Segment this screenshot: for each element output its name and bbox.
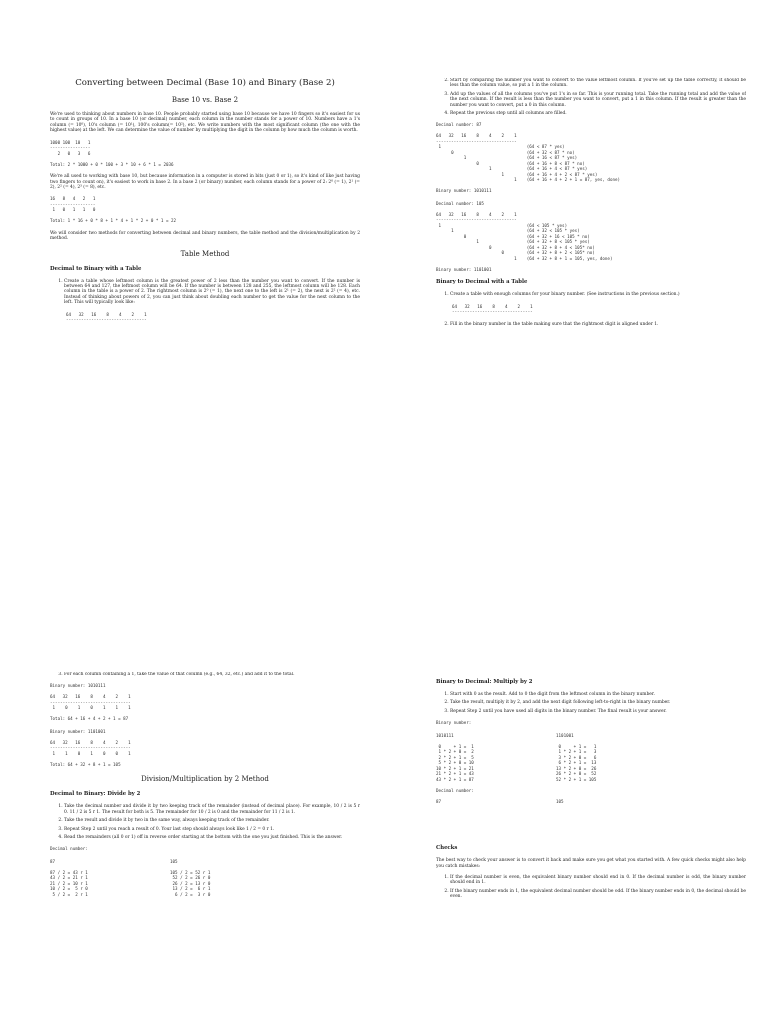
code-example-105: Decimal number: 105 64 32 16 8 4 2 1 -------------------------------- 1 (64 < 105 * yes) 1 (64 + 32 < 105 * yes) 0 (64 + 32 + 16 < 105 * no) 1 (64 + 32 + 8 < 105 * yes) 0 (64 + 32 + 8 + 4 < 105* no) 0 (64 + 32 + 8 + 2 < 105* no) 1 (64 + 32 + 8 + 1 = 105, yes, done) Binary number: 1101001 — [436, 200, 613, 272]
steps-list — [436, 875, 746, 900]
division-columns — [50, 859, 360, 905]
list-item: 4. Read the remainders (all 0 or 1) off in reverse order starting at the bottom with the one you just finished. This is the answer. — [64, 835, 360, 840]
document-title: Converting between Decimal (Base 10) and Binary (Base 2) — [75, 78, 335, 88]
section-heading-table-method: Table Method — [180, 249, 230, 258]
paragraph-checks: The best way to check your answer is to convert it back and make sure you get what you started with. A few quick checks might also help you catch mistakes: — [436, 858, 746, 869]
list-item: 1. Create a table whose leftmost column is the greatest power of 2 less than the number you want to convert. If the number is between 64 and 127, the leftmost column will be 64. If the number is between 128 and 255, the leftmost column will be 128. Each column in the table is a power of 2. The rightmost column is 2⁰ (= 1), the next one to the left is 2¹ (= 2), the next is 2² (= 4), etc. Instead of thinking about powers of 2, you can just think about doubling each number to get the value for the next column to the left. This will typically look like: — [64, 279, 360, 306]
section-heading-base10-vs-base2: Base 10 vs. Base 2 — [171, 96, 239, 104]
list-item: 3. Repeat Step 2 until you reach a result of 0. Your last step should always look like 1 / 2 = 0 r 1. — [64, 827, 360, 832]
division-column-105: 105 105 / 2 = 52 r 1 52 / 2 = 26 r 0 26 / 2 = 13 r 0 13 / 2 = 6 r 1 6 / 2 = 3 r 0 — [170, 858, 211, 897]
code-table-header: 64 32 16 8 4 2 1 -------------------------------- — [66, 311, 147, 323]
multiplication-column-1010111: 1010111 0 + 1 = 1 1 * 2 + 0 = 2 2 * 2 + 1 = 5 5 * 2 + 0 = 10 10 * 2 + 1 = 21 21 * 2 + 1 = 43 43 * 2 + 1 = 87 Decimal number: 87 — [436, 732, 474, 804]
code-base10-example: 1000 100 10 1 ---------------- 2 0 3 6 Total: 2 * 1000 + 0 * 100 + 3 * 10 + 6 * 1 = 2036 — [50, 139, 174, 167]
steps-list — [436, 692, 746, 714]
list-item: 1. Start with 0 as the result. Add to 0 the digit from the leftmost column in the binary number. — [450, 692, 746, 697]
list-item: 2. Take the result and divide it by two in the same way, always keeping track of the remainder. — [64, 818, 360, 823]
page-3 — [50, 672, 360, 1024]
list-item: 2. If the binary number ends in 1, the equivalent decimal number should be odd. If the binary number ends in 0, the decimal should be even. — [450, 889, 746, 900]
subheading-binary-to-decimal-table: Binary to Decimal with a Table — [436, 279, 528, 286]
steps-list — [50, 672, 360, 677]
page-4 — [436, 672, 746, 1024]
code-binary-1010111: Binary number: 1010111 64 32 16 8 4 2 1 -------------------------------- 1 0 1 0 1 1 1 Total: 64 + 16 + 4 + 2 + 1 = 87 — [50, 683, 131, 722]
division-column-87: 87 87 / 2 = 43 r 1 43 / 2 = 21 r 1 21 / 2 = 10 r 1 10 / 2 = 5 r 0 5 / 2 = 2 r 1 — [50, 858, 88, 897]
list-item: 2. Take the result, multiply it by 2, and add the next digit following left-to-right in the binary number. — [450, 700, 746, 705]
code-binary-1101001: Binary number: 1101001 64 32 16 8 4 2 1 -------------------------------- 1 1 0 1 0 0 1 Total: 64 + 32 + 8 + 1 = 105 — [50, 728, 131, 767]
page-1 — [50, 78, 360, 488]
section-heading-division-method: Division/Multiplication by 2 Method — [141, 775, 269, 784]
paragraph-base2: We're all used to working with base 10, but because information in a computer is stored in bits (just 0 or 1), so it's kind of like just having two fingers to count on), it's easiest to work in base 2. In a base 2 (or binary) number, each column stands for a power of 2: 2⁰ (= 1), 2¹ (= 2), 2² (= 4), 2³ (= 8), etc. — [50, 174, 360, 190]
subheading-checks: Checks — [436, 845, 458, 852]
list-item: 2. Fill in the binary number in the table making sure that the rightmost digit is aligned under 1. — [450, 322, 746, 327]
code-base2-example: 16 8 4 2 1 ------------------ 1 0 1 1 0 Total: 1 * 16 + 0 * 8 + 1 * 4 + 1 * 2 + 0 * 1 = 22 — [50, 196, 177, 224]
list-item: 1. Create a table with enough columns for your binary number. (See instructions in the previous section.) — [450, 292, 746, 297]
steps-list — [436, 292, 746, 297]
code-binary-number-label: Binary number: — [436, 720, 472, 726]
subheading-decimal-to-binary-table: Decimal to Binary with a Table — [50, 265, 142, 272]
list-item: 1. Take the decimal number and divide it by two keeping track of the remainder (instead of decimal place). For example, 10 / 2 is 5 r 0. 11 / 2 is 5 r 1. The result for both is 5. The remainder for 10 / 2 is 0 and the remainder for 11 / 2 is 1. — [64, 804, 360, 815]
steps-list — [436, 322, 746, 327]
paragraph-methods: We will consider two methods for converting between decimal and binary numbers, the table method and the division/multiplication by 2 method. — [50, 230, 360, 242]
code-example-87: Decimal number: 87 64 32 16 8 4 2 1 -------------------------------- 1 (64 < 87 * yes) 0 (64 + 32 < 87 * no) 1 (64 + 16 < 87 * yes) 0 (64 + 16 + 8 < 87 * no) 1 (64 + 16 + 4 < 87 * yes) 1 (64 + 16 + 4 + 2 < 87 * yes) 1 (64 + 16 + 4 + 2 + 1 = 87, yes, done) Binary number: 1010111 — [436, 122, 621, 194]
steps-list — [50, 279, 360, 306]
list-item: 3. For each column containing a 1, take the value of that column (e.g., 64, 32, etc.) and add it to the total. — [64, 672, 360, 677]
list-item: 1. If the decimal number is even, the equivalent binary number should end in 0. If the decimal number is odd, the binary number should end in 1. — [450, 875, 746, 886]
list-item: 3. Repeat Step 2 until you have used all digits in the binary number. The final result is your answer. — [450, 709, 746, 714]
steps-list — [50, 804, 360, 840]
steps-list — [436, 78, 746, 116]
code-table-header: 64 32 16 8 4 2 1 -------------------------------- — [452, 303, 533, 315]
multiplication-columns — [436, 733, 746, 812]
list-item: 2. Start by comparing the number you want to convert to the value leftmost column. If you've set up the table correctly, it should be less than the column value, so put a 1 in the column. — [450, 78, 746, 89]
list-item: 3. Add up the values of all the columns you've put 1's in so far. This is your running total. Take the running total and add the value of the next column. If the result is less than the number you want to convert, put a 1 in this column. If the result is greater than the number you want to convert, put a 0 in this column. — [450, 92, 746, 108]
paragraph-base10: We're used to thinking about numbers in base 10. People probably started using base 10 because we have 10 fingers so it's easiest for us to count in groups of 10. In a base 10 (or decimal) number, each column in the number stands for a power of 10. Numbers have a 1's column (= 10⁰), 10's column (= 10¹), 100's column(= 10²), etc. We write numbers with the most significant column (the one with the highest value) at the left. We can determine the value of number by multiplying the digit in the column by how much the column is worth. — [50, 112, 360, 134]
list-item: 4. Repeat the previous step until all columns are filled. — [450, 111, 746, 116]
multiplication-column-1101001: 1101001 0 + 1 = 1 1 * 2 + 1 = 3 3 * 2 + 0 = 6 6 * 2 + 1 = 13 13 * 2 + 0 = 26 26 * 2 + 0 = 52 52 * 2 + 1 = 105 105 — [556, 732, 597, 804]
code-decimal-number-label: Decimal number: — [50, 846, 88, 852]
page-2 — [436, 78, 746, 488]
subheading-divide-by-2: Decimal to Binary: Divide by 2 — [50, 791, 141, 798]
subheading-multiply-by-2: Binary to Decimal: Multiply by 2 — [436, 679, 533, 685]
